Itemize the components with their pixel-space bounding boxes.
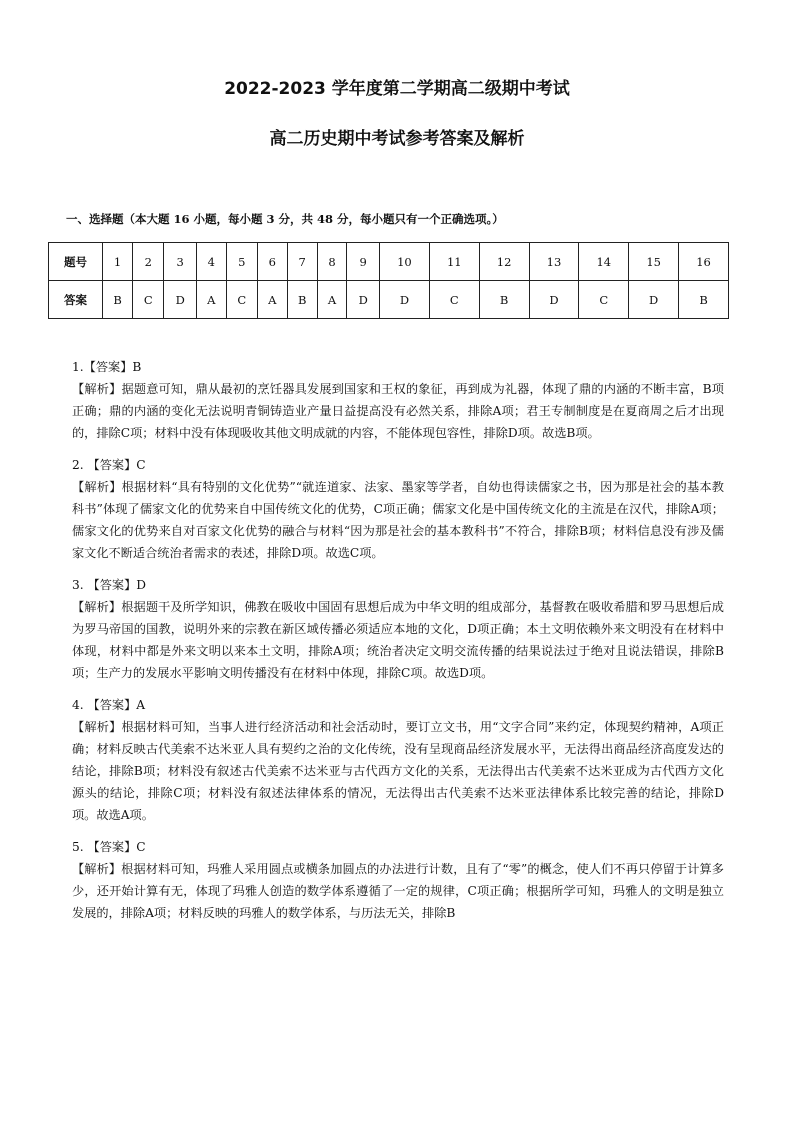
exam-title: 2022-2023 学年度第二学期高二级期中考试: [224, 79, 570, 99]
question-block: [72, 574, 724, 684]
answer-cell: D: [164, 281, 197, 319]
answer-cell: B: [103, 281, 133, 319]
question-number-cell: 13: [529, 243, 579, 281]
question-number-cell: 1: [103, 243, 133, 281]
question-number-cell: 2: [133, 243, 164, 281]
question-number-cell: 14: [579, 243, 629, 281]
answer-explanations: [72, 356, 724, 934]
question-number-cell: 12: [479, 243, 529, 281]
question-block: [72, 356, 724, 444]
answer-cell: D: [347, 281, 380, 319]
answer-heading: 3. 【答案】D: [72, 578, 147, 592]
answer-cell: D: [629, 281, 679, 319]
question-number-cell: 11: [429, 243, 479, 281]
question-number-cell: 7: [287, 243, 317, 281]
answer-heading: 4. 【答案】A: [72, 698, 146, 712]
answer-heading: 2. 【答案】C: [72, 458, 146, 472]
answer-cell: A: [317, 281, 347, 319]
answer-table: [48, 242, 729, 319]
answer-cell: B: [679, 281, 729, 319]
answer-cell: B: [479, 281, 529, 319]
answer-heading: 5. 【答案】C: [72, 840, 146, 854]
answer-cell: C: [429, 281, 479, 319]
section-heading: 一、选择题（本大题 16 小题，每小题 3 分，共 48 分，每小题只有一个正确选项。）: [66, 212, 504, 226]
question-block: [72, 454, 724, 564]
answer-cell: C: [226, 281, 257, 319]
analysis-text: 【解析】据题意可知，鼎从最初的烹饪器具发展到国家和王权的象征，再到成为礼器，体现了鼎的内涵的不断丰富，B项正确；鼎的内涵的变化无法说明青铜铸造业产量日益提高没有必然关系，排除A项；君王专制制度是在夏商周之后才出现的，排除C项；材料中没有体现吸收其他文明成就的内容，不能体现包容性，排除D项。故选B项。: [72, 382, 724, 440]
answer-cell: A: [197, 281, 227, 319]
exam-subtitle: 高二历史期中考试参考答案及解析: [269, 129, 525, 149]
analysis-text: 【解析】根据材料“具有特别的文化优势”“就连道家、法家、墨家等学者，自幼也得读儒家之书，因为那是社会的基本教科书”体现了儒家文化的优势来自中国传统文化的优势，C项正确；儒家文化是中国传统文化的主流是在汉代，排除A项；儒家文化的优势来自对百家文化优势的融合与材料“因为那是社会的基本教科书”不符合，排除B项；材料信息没有涉及儒家文化不断适合统治者需求的表述，排除D项。故选C项。: [72, 480, 724, 560]
answer-cell: A: [257, 281, 287, 319]
analysis-text: 【解析】根据材料可知，玛雅人采用圆点或横条加圆点的办法进行计数，且有了“零”的概念，使人们不再只停留于计算多少，还开始计算有无，体现了玛雅人创造的数学体系遵循了一定的规律，C项正确；根据所学可知，玛雅人的文明是独立发展的，排除A项；材料反映的玛雅人的数学体系，与历法无关，排除B: [72, 862, 724, 920]
question-number-cell: 9: [347, 243, 380, 281]
answer-cell: D: [529, 281, 579, 319]
question-number-cell: 5: [226, 243, 257, 281]
question-number-cell: 16: [679, 243, 729, 281]
question-number-cell: 15: [629, 243, 679, 281]
answer-row: [49, 281, 729, 319]
question-number-cell: 8: [317, 243, 347, 281]
answer-cell: B: [287, 281, 317, 319]
row-label-number: 题号: [49, 243, 103, 281]
question-block: [72, 836, 724, 924]
question-number-cell: 3: [164, 243, 197, 281]
question-number-row: [49, 243, 729, 281]
question-number-cell: 10: [380, 243, 430, 281]
question-number-cell: 6: [257, 243, 287, 281]
row-label-answer: 答案: [49, 281, 103, 319]
answer-heading: 1.【答案】B: [72, 360, 142, 374]
analysis-text: 【解析】根据材料可知，当事人进行经济活动和社会活动时，要订立文书，用“文字合同”来约定，体现契约精神，A项正确；材料反映古代美索不达米亚人具有契约之治的文化传统，没有呈现商品经济发展水平，无法得出商品经济高度发达的结论，排除B项；材料没有叙述古代美索不达米亚与古代西方文化的关系，无法得出古代美索不达米亚成为古代西方文化源头的结论，排除C项；材料没有叙述法律体系的情况，无法得出古代美索不达米亚法律体系比较完善的结论，排除D项。故选A项。: [72, 720, 724, 822]
analysis-text: 【解析】根据题干及所学知识，佛教在吸收中国固有思想后成为中华文明的组成部分，基督教在吸收希腊和罗马思想后成为罗马帝国的国教，说明外来的宗教在新区域传播必须适应本地的文化，D项正确；本土文明依赖外来文明没有在材料中体现，材料中都是外来文明以来本土文明，排除A项；统治者决定文明交流传播的结果说法过于绝对且说法错误，排除B项；生产力的发展水平影响文明传播没有在材料中体现，排除C项。故选D项。: [72, 600, 724, 680]
answer-cell: C: [133, 281, 164, 319]
question-number-cell: 4: [197, 243, 227, 281]
answer-cell: C: [579, 281, 629, 319]
answer-cell: D: [380, 281, 430, 319]
question-block: [72, 694, 724, 826]
